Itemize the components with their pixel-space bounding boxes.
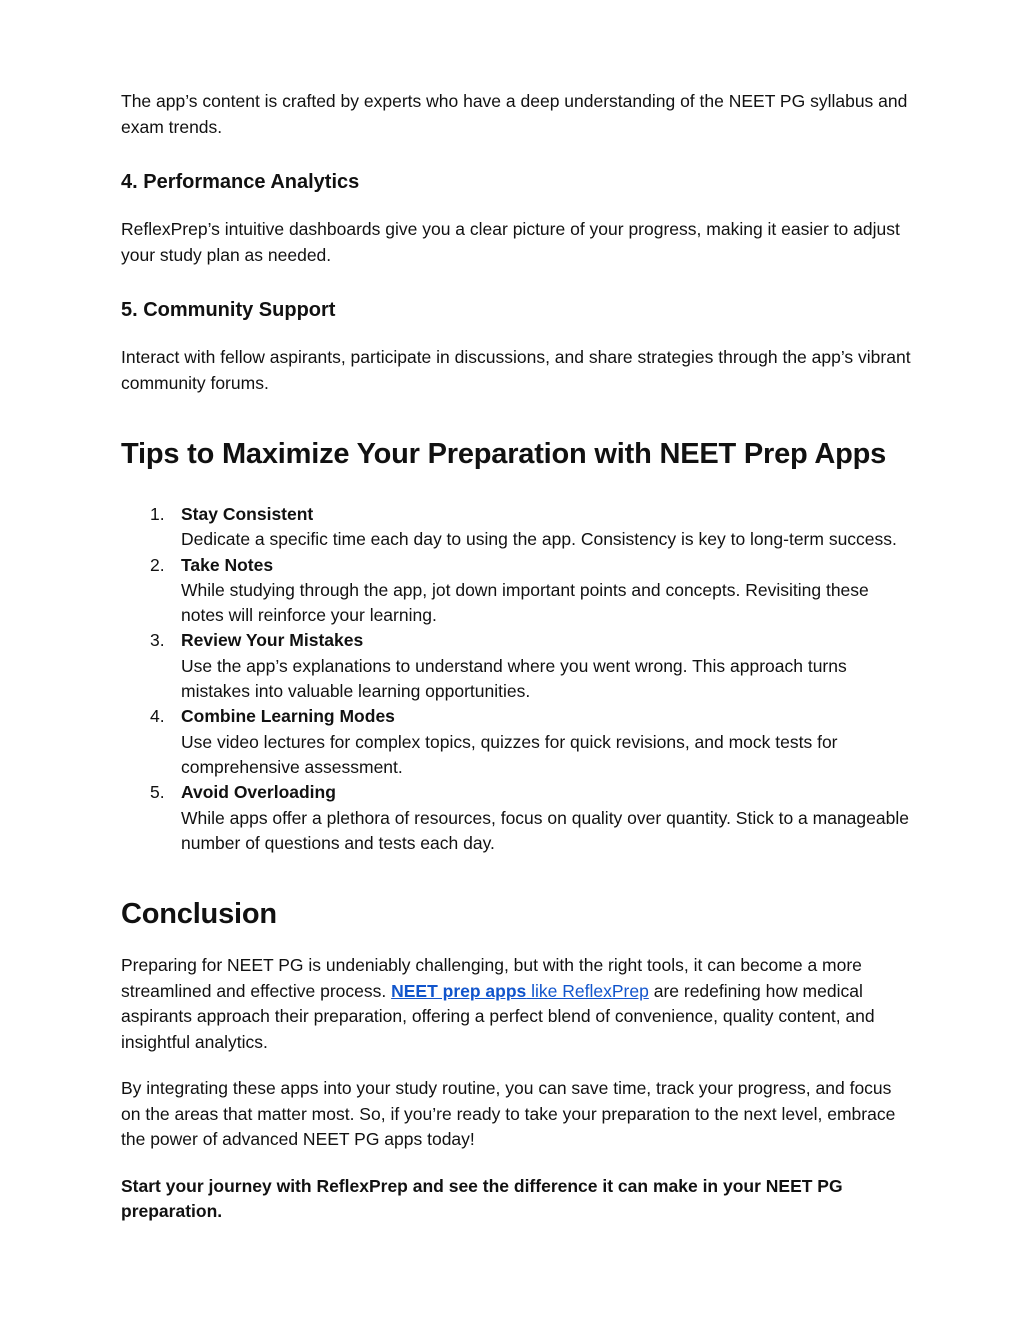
list-item xyxy=(121,553,911,629)
list-item-title: Take Notes xyxy=(181,554,274,575)
section-paragraph-performance-analytics: ReflexPrep’s intuitive dashboards give you a clear picture of your progress, making it easier to adjust your study plan as needed. xyxy=(121,219,900,265)
list-item-title: Review Your Mistakes xyxy=(181,630,364,651)
section-heading-performance-analytics: 4. Performance Analytics xyxy=(121,171,360,193)
list-item-description: While apps offer a plethora of resources, focus on quality over quantity. Stick to a manageable number of questions and tests each day. xyxy=(181,807,909,853)
list-item xyxy=(121,780,911,856)
conclusion-text-before-link: Preparing for NEET PG is undeniably challenging, but with the right tools, it can become a more streamlined and effective process. xyxy=(121,955,862,1001)
call-to-action: Start your journey with ReflexPrep and see the difference it can make in your NEET PG preparation. xyxy=(121,1175,843,1222)
list-item-title: Avoid Overloading xyxy=(181,782,336,803)
conclusion-text-after-link: are redefining how medical aspirants approach their preparation, offering a perfect blend of convenience, quality content, and insightful analytics. xyxy=(121,980,875,1052)
list-item xyxy=(121,628,911,704)
intro-paragraph: The app’s content is crafted by experts who have a deep understanding of the NEET PG syllabus and exam trends. xyxy=(121,91,908,137)
list-item-description: Dedicate a specific time each day to using the app. Consistency is key to long-term success. xyxy=(181,529,897,550)
reflexprep-link[interactable]: like ReflexPrep xyxy=(526,980,649,1001)
tips-list xyxy=(121,502,911,856)
list-item-number: 1. xyxy=(150,504,165,524)
neet-prep-apps-link[interactable]: NEET prep apps xyxy=(391,980,527,1001)
document-body xyxy=(121,89,911,1225)
list-item-number: 2. xyxy=(150,554,165,575)
list-item-number: 3. xyxy=(150,630,165,651)
list-item-title: Stay Consistent xyxy=(181,504,314,524)
conclusion-paragraph-2: By integrating these apps into your study routine, you can save time, track your progress, and focus on the areas that matter most. So, if you’re ready to take your preparation to the next level, embrace the power of advanced NEET PG apps today! xyxy=(121,1078,896,1150)
section-heading-community-support: 5. Community Support xyxy=(121,299,336,321)
list-item-number: 4. xyxy=(150,706,165,727)
list-item xyxy=(121,704,911,780)
conclusion-paragraph-1 xyxy=(121,953,911,1055)
list-item-description: Use the app’s explanations to understand where you went wrong. This approach turns mistakes into valuable learning opportunities. xyxy=(181,655,847,702)
list-item xyxy=(121,502,911,553)
list-item-number: 5. xyxy=(150,782,165,803)
list-item-description: Use video lectures for complex topics, quizzes for quick revisions, and mock tests for comprehensive assessment. xyxy=(181,731,838,777)
tips-heading: Tips to Maximize Your Preparation with NEET Prep Apps xyxy=(121,438,887,470)
conclusion-heading: Conclusion xyxy=(121,898,277,931)
list-item-description: While studying through the app, jot down important points and concepts. Revisiting these notes will reinforce your learning. xyxy=(181,579,869,626)
list-item-title: Combine Learning Modes xyxy=(181,706,395,727)
section-paragraph-community-support: Interact with fellow aspirants, participate in discussions, and share strategies through the app’s vibrant community forums. xyxy=(121,347,911,393)
